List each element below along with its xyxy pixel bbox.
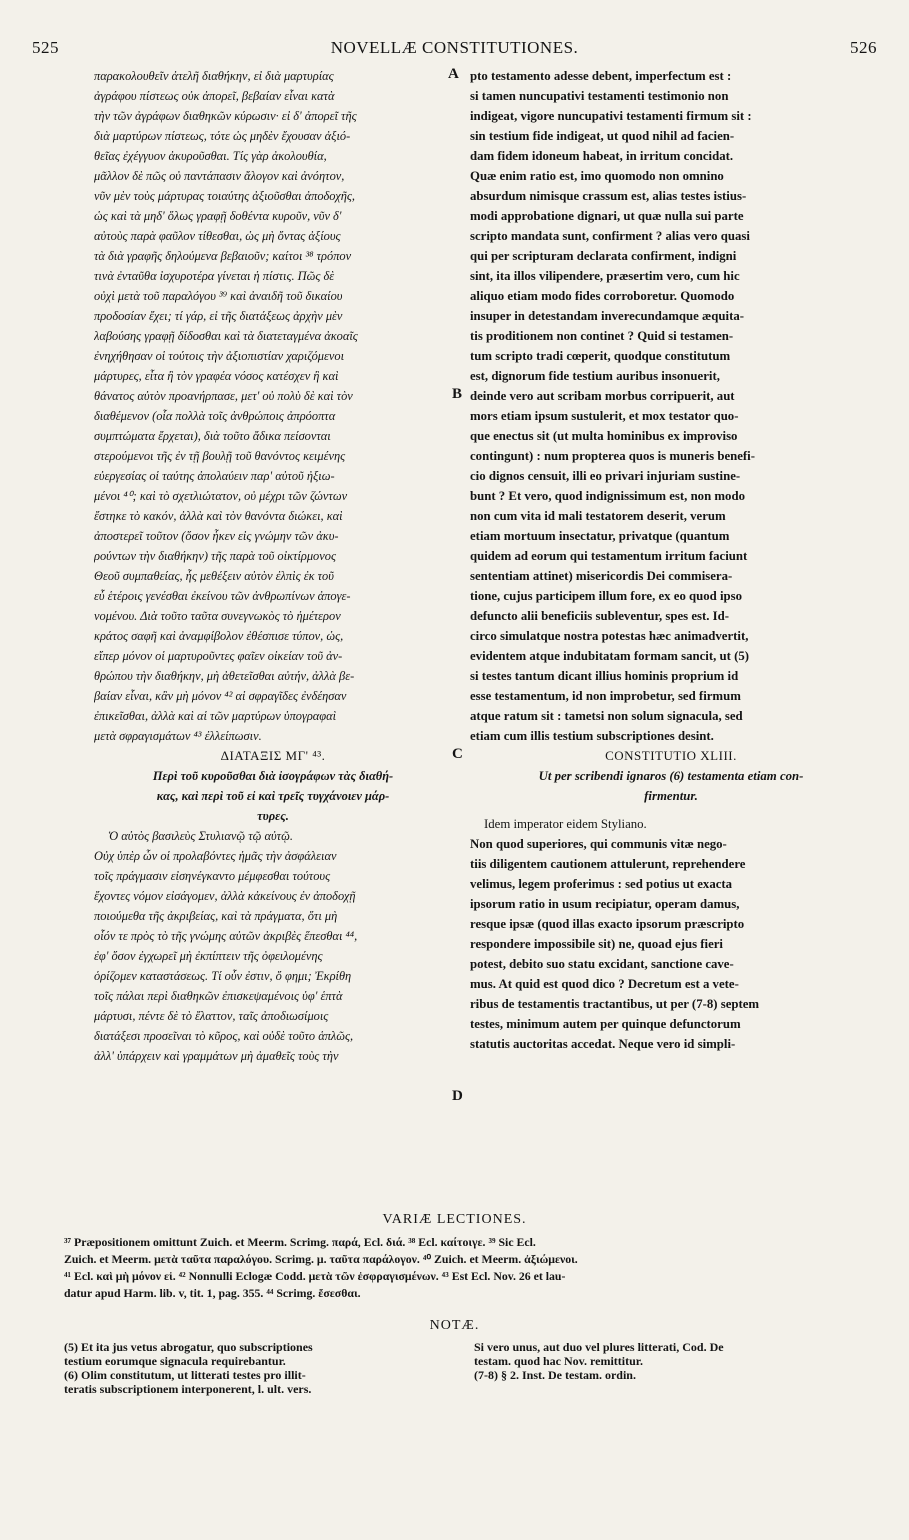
greek-text-line: μάρτυρες, εἶτα ἢ τὸν γραφέα νόσος κατέσχεν ἢ καὶ xyxy=(94,369,339,383)
latin-text-line: tis proditionem non continet ? Quid si testamen- xyxy=(470,329,734,343)
latin-text-line: sint, ita illos vilipendere, præsertim vero, cum hic xyxy=(470,269,740,283)
greek-heading-line: τυρες. xyxy=(257,809,289,823)
greek-text-line: συμπτώματα ἔρχεται), διὰ τοῦτο ἄδικα πείσονται xyxy=(94,429,331,443)
greek-text-line: ἐφ' ὅσον ἐγχωρεῖ μὴ ἐκπίπτειν τῆς ὀφειλομένης xyxy=(94,949,323,963)
latin-text-line: si testes tantum dicant illius hominis proprium id xyxy=(470,669,739,683)
greek-text-line: ἐπικεῖσθαι, ἀλλὰ καὶ αἱ τῶν μαρτύρων ὑπογραφαὶ xyxy=(94,709,337,723)
greek-text-line: τοῖς πάλαι περὶ διαθηκῶν ἐπισκεψαμένοις ὑφ' ἑπτὰ xyxy=(94,989,343,1003)
latin-heading-line: Ut per scribendi ignaros (6) testamenta etiam con- xyxy=(538,769,804,783)
greek-text-line: μάρτυσι, πέντε δὲ τὸ ἔλαττον, ταῖς ἀποδιωσίμοις xyxy=(94,1009,329,1023)
greek-text-line: προδοσίαν ἔχει; τί γάρ, εἰ τῆς διατάξεως ἀρχὴν μὲν xyxy=(94,309,343,323)
latin-text-line: est, dignorum fide testium auribus insonuerit, xyxy=(470,369,720,383)
greek-text-line: βαίαν εἶναι, κἂν μὴ μόνον ⁴² αἱ σφραγῖδες ἐνδέησαν xyxy=(94,689,347,703)
latin-text-line: tum scripto tradi cœperit, quodque constitutum xyxy=(470,349,731,363)
notae-heading: NOTÆ. xyxy=(429,1318,480,1333)
latin-text-line: qui per scripturam declarata confirment, indigni xyxy=(470,249,737,263)
greek-text-line: αὐτοὺς παρὰ φαῦλον τίθεσθαι, ὡς μὴ ὄντας ἀξίους xyxy=(94,229,341,243)
latin-text-line: potest, debito suo statu excidant, sanctione cave- xyxy=(470,957,734,971)
greek-text-line: τινὰ ἐνταῦθα ἰσχυροτέρα γίνεται ἡ πίστις. Πῶς δὲ xyxy=(94,269,335,283)
greek-text-line: Οὐχ ὑπὲρ ὧν οἱ προλαβόντες ἡμᾶς τὴν ἀσφάλειαν xyxy=(94,849,337,863)
greek-heading-line: κας, καὶ περὶ τοῦ εἰ καὶ τρεῖς τυγχάνοιεν μάρ- xyxy=(156,789,390,803)
nota-line: teratis subscriptionem interponerent, l. ult. vers. xyxy=(64,1382,312,1396)
greek-text-line: ἔστηκε τὸ κακόν, ἀλλὰ καὶ τὸν θανόντα διώκει, καὶ xyxy=(94,509,343,523)
greek-address: Ὁ αὐτὸς βασιλεὺς Στυλιανῷ τῷ αὐτῷ. xyxy=(108,829,293,843)
latin-text-line: testes, minimum autem per quinque defunctorum xyxy=(470,1017,741,1031)
latin-text-line: velimus, legem proferimus : sed potius ut exacta xyxy=(470,877,733,891)
latin-text-line: defuncto alii beneficiis subleventur, spes est. Id- xyxy=(470,609,730,623)
latin-text-line: mors etiam ipsum sustulerit, et mox testator quo- xyxy=(470,409,739,423)
greek-text-line: οὐχὶ μετὰ τοῦ παραλόγου ³⁹ καὶ ἀναιδῆ τοῦ δικαίου xyxy=(94,289,343,303)
greek-text-line: μένοι ⁴⁰; καὶ τὸ σχετλιώτατον, οὐ μέχρι τῶν ζώντων xyxy=(94,489,348,503)
latin-column xyxy=(470,66,872,1054)
latin-text-line: tiis diligentem cautionem attulerunt, reprehendere xyxy=(470,857,746,871)
latin-text-line: mus. At quid est quod dico ? Decretum est a vete- xyxy=(470,977,739,991)
greek-text-line: τὴν τῶν ἀγράφων διαθηκῶν κύρωσιν· εἰ δ' ἀπορεῖ τῆς xyxy=(94,109,357,123)
nota-line: (7-8) § 2. Inst. De testam. ordin. xyxy=(474,1368,636,1382)
margin-marker-b: B xyxy=(452,386,463,402)
latin-constitution-heading xyxy=(470,766,872,806)
latin-text-line: insuper in detestandam inverecundamque æquita- xyxy=(470,309,744,323)
latin-text-line: non cum vita id mali testatorem deserit, verum xyxy=(470,509,726,523)
latin-text-line: esse testamentum, id non improbetur, sed firmum xyxy=(470,689,741,703)
margin-marker-c: C xyxy=(452,746,463,762)
latin-text-line: indigeat, vigore nuncupativi testamenti firmum sit : xyxy=(470,109,752,123)
latin-text-line: quidem ad eorum qui testamentum irritum faciunt xyxy=(470,549,748,563)
latin-text-line: respondere impossibile sit) ne, quoad ejus fieri xyxy=(470,937,723,951)
greek-text-line: ἐνηχήθησαν οἱ τούτοις τὴν ἀξιοπιστίαν χαριζόμενοι xyxy=(94,349,345,363)
greek-text-line: νῦν μὲν τοὺς μάρτυρας τοιαύτης ἀξιοῦσθαι ἀποδοχῆς, xyxy=(94,189,355,203)
latin-text-line: tione, cujus participem illum fore, ex eo quod ipso xyxy=(470,589,743,603)
greek-text-line: τὰ διὰ γραφῆς δηλούμενα βεβαιοῦν; καίτοι ³⁸ τρόπον xyxy=(94,249,352,263)
latin-text-block-2 xyxy=(470,834,872,1054)
latin-constitution-title: CONSTITUTIO XLIII. xyxy=(605,748,737,763)
greek-text-line: θεῖας ἐχέγγυον ἀκυροῦσθαι. Τίς γὰρ ἀκολουθία, xyxy=(94,149,327,163)
greek-text-line: παρακολουθεῖν ἀτελῆ διαθήκην, εἰ διὰ μαρτυρίας xyxy=(94,69,334,83)
greek-constitution-title: ΔΙΑΤΑΞΙΣ ΜΓ' ⁴³. xyxy=(220,748,326,763)
greek-text-line: εἴπερ μόνον οἱ μαρτυροῦντες φαῖεν οἰκείαν τοῦ ἀν- xyxy=(94,649,343,663)
latin-text-line: sententiam attinet) misericordis Dei commisera- xyxy=(470,569,733,583)
latin-text-line: deinde vero aut scribam morbus corripuerit, aut xyxy=(470,389,735,403)
greek-text-line: εὖ ἑτέροις γενέσθαι ἐκείνου τῶν ἀνθρωπίνων ἀπογε- xyxy=(94,589,351,603)
greek-text-line: διαθέμενον (οἷα πολλὰ τοῖς ἀνθρώποις ἀπρόοπτα xyxy=(94,409,336,423)
latin-text-line: pto testamento adesse debent, imperfectum est : xyxy=(470,69,732,83)
greek-text-line: ὡς καὶ τὰ μηδ' ὅλως γραφῇ δοθέντα κυροῦν, νῦν δ' xyxy=(94,209,342,223)
latin-text-line: aliquo etiam modo fides corroboretur. Quomodo xyxy=(470,289,735,303)
greek-text-line: λαβούσης γραφῇ δίδοσθαι καὶ τὰ διατεταγμένα ἀκοαῖς xyxy=(94,329,358,343)
margin-marker-d: D xyxy=(452,1088,463,1104)
greek-text-line: διὰ μαρτύρων πίστεως, τότε ὡς μηδὲν ἔχουσαν ἀξιό- xyxy=(94,129,351,143)
latin-address: Idem imperator eidem Styliano. xyxy=(484,817,647,831)
greek-text-line: κράτος σαφῆ καὶ ἀναμφίβολον ἐθέσπισε τύπον, ὡς, xyxy=(94,629,344,643)
latin-text-line: absurdum nimisque crassum est, alias testes istius- xyxy=(470,189,747,203)
greek-text-line: ποιούμεθα τῆς ἀκριβείας, καὶ τὰ πράγματα, ὅτι μὴ xyxy=(94,909,338,923)
notae-left-column xyxy=(64,1340,460,1396)
greek-text-line: θρώπου τὴν διαθήκην, μὴ ἀθετεῖσθαι αὐτήν, ἀλλὰ βε- xyxy=(94,669,355,683)
greek-text-line: οἷόν τε πρὸς τὸ τῆς γνώμης αὐτῶν ἀκριβὲς ἕπεσθαι ⁴⁴, xyxy=(94,929,358,943)
latin-text-line: statutis auctoritas accedat. Neque vero id simpli- xyxy=(470,1037,736,1051)
notae-right-column xyxy=(474,1340,876,1382)
greek-text-line: ἔχοντες νόμον εἰσάγομεν, ἀλλὰ κἀκείνους ἐν ἀποδοχῇ xyxy=(94,889,356,903)
latin-text-line: circo simulatque nostra potestas hæc animadvertit, xyxy=(470,629,749,643)
page-number-left: 525 xyxy=(32,38,59,57)
variae-lectiones-line: datur apud Harm. lib. v, tit. 1, pag. 355. ⁴⁴ Scrimg. ἔσεσθαι. xyxy=(64,1286,361,1300)
greek-text-line: διατάξεσι προσεῖναι τὸ κῦρος, καὶ οὐδὲ τοῦτο ἁπλῶς, xyxy=(94,1029,354,1043)
variae-lectiones-line: ³⁷ Præpositionem omittunt Zuich. et Meerm. Scrimg. παρά, Ecl. διά. ³⁸ Ecl. καίτοιγε. ³⁹ Sic Ecl. xyxy=(64,1235,536,1249)
latin-text-line: dam fidem idoneum habeat, in irritum concidat. xyxy=(470,149,734,163)
latin-text-line: evidentem atque indubitatam formam sancit, ut (5) xyxy=(470,649,750,663)
latin-text-line: que enectus sit (ut multa hominibus ex improviso xyxy=(470,429,738,443)
greek-text-block-1 xyxy=(94,66,452,746)
latin-text-line: Non quod superiores, qui communis vitæ nego- xyxy=(470,837,727,851)
nota-line: testam. quod hac Nov. remittitur. xyxy=(474,1354,643,1368)
greek-text-block-2 xyxy=(94,846,452,1066)
latin-text-line: scripto mandata sunt, confirment ? alias vero quasi xyxy=(470,229,750,243)
greek-text-line: ἀποστερεῖ τοῦτον (ὅσον ἧκεν εἰς γνώμην τῶν ἀκυ- xyxy=(94,529,339,543)
latin-text-line: si tamen nuncupativi testamenti testimonio non xyxy=(470,89,729,103)
greek-text-line: εὐεργεσίας οἱ ταύτης ἀπολαύειν παρ' αὐτοῦ ἠξιω- xyxy=(94,469,335,483)
margin-marker-a: A xyxy=(448,66,459,82)
running-title: NOVELLÆ CONSTITUTIONES. xyxy=(330,38,579,57)
nota-line: (5) Et ita jus vetus abrogatur, quo subscriptiones xyxy=(64,1340,313,1354)
greek-text-line: νομένου. Διὰ τοῦτο ταῦτα συνεγνωκὸς τὸ ἡμέτερον xyxy=(94,609,341,623)
greek-text-line: μετὰ σφραγισμάτων ⁴³ ἐλλείπωσιν. xyxy=(94,729,262,743)
latin-text-line: bunt ? Et vero, quod indignissimum est, non modo xyxy=(470,489,745,503)
latin-text-line: contingunt) : num propterea quos is muneris benefi- xyxy=(470,449,755,463)
nota-line: Si vero unus, aut duo vel plures litterati, Cod. De xyxy=(474,1340,724,1354)
latin-text-line: sin testium fide indigeat, ut quod nihil ad facien- xyxy=(470,129,735,143)
latin-text-line: Quæ enim ratio est, imo quomodo non omnino xyxy=(470,169,724,183)
greek-text-line: θάνατος αὐτὸν προανήρπασε, μετ' οὐ πολὺ δὲ καὶ τὸν xyxy=(94,389,353,403)
latin-text-line: atque ratum sit : tametsi non solum signacula, sed xyxy=(470,709,743,723)
latin-text-line: resque ipsæ (quod illas exacto ipsorum præscripto xyxy=(470,917,745,931)
greek-constitution-heading xyxy=(94,766,452,826)
greek-heading-line: Περὶ τοῦ κυροῦσθαι διὰ ἰσογράφων τὰς διαθή- xyxy=(152,769,394,783)
latin-text-line: ribus de testamentis tractantibus, ut per (7-8) septem xyxy=(470,997,760,1011)
greek-text-line: Θεοῦ συμπαθείας, ἧς μεθέξειν αὐτὸν ἐλπὶς ἐκ τοῦ xyxy=(94,569,334,583)
page-number-right: 526 xyxy=(850,38,877,57)
latin-heading-line: firmentur. xyxy=(644,789,698,803)
greek-column xyxy=(94,66,452,1066)
latin-text-line: etiam cum illis testium subscriptiones desint. xyxy=(470,729,714,743)
running-header xyxy=(22,38,887,60)
latin-text-line: ipsorum ratio in usum recipiatur, operam damus, xyxy=(470,897,740,911)
variae-lectiones-heading: VARIÆ LECTIONES. xyxy=(382,1212,527,1227)
latin-text-block-1 xyxy=(470,66,872,746)
latin-text-line: modi approbatione dignari, ut quæ nulla sui parte xyxy=(470,209,744,223)
variae-lectiones-line: ⁴¹ Ecl. καὶ μὴ μόνον εἰ. ⁴² Nonnulli Eclogæ Codd. μετὰ τῶν ἐσφραγισμένων. ⁴³ Est Ecl. Nov. 26 et lau- xyxy=(64,1269,566,1283)
greek-text-line: ὁρίζομεν καταστάσεως. Τί οὖν ἐστιν, ὅ φημι; Ἐκρίθη xyxy=(94,969,352,983)
variae-lectiones xyxy=(64,1234,876,1302)
greek-text-line: μᾶλλον δὲ πῶς οὐ παντάπασιν ἄλογον καὶ ἀνόητον, xyxy=(94,169,345,183)
greek-text-line: στερούμενοι τῆς ἐν τῇ βουλῇ τοῦ θανόντος κειμένης xyxy=(94,449,346,463)
latin-text-line: cio dignos censuit, illi eo privari injuriam sustine- xyxy=(470,469,741,483)
nota-line: (6) Olim constitutum, ut litterati testes pro illit- xyxy=(64,1368,306,1382)
greek-text-line: τοῖς πράγμασιν εἰσηνέγκαντο μέμφεσθαι τούτους xyxy=(94,869,331,883)
variae-lectiones-line: Zuich. et Meerm. μετὰ ταῦτα παραλόγου. Scrimg. μ. ταῦτα παράλογον. ⁴⁰ Zuich. et Meerm. ἀξιώμενοι. xyxy=(64,1252,578,1266)
greek-text-line: ἀλλ' ὑπάρχειν καὶ γραμμάτων μὴ ἀμαθεῖς τοὺς τὴν xyxy=(94,1049,339,1063)
greek-text-line: ἀγράφου πίστεως οὐκ ἀπορεῖ, βεβαίαν εἶναι κατὰ xyxy=(94,89,335,103)
nota-line: testium eorumque signacula requirebantur. xyxy=(64,1354,286,1368)
latin-text-line: etiam mortuum insectatur, privatque (quantum xyxy=(470,529,730,543)
greek-text-line: ρούντων τὴν διαθήκην) τῆς παρὰ τοῦ οἰκτίρμονος xyxy=(94,549,336,563)
